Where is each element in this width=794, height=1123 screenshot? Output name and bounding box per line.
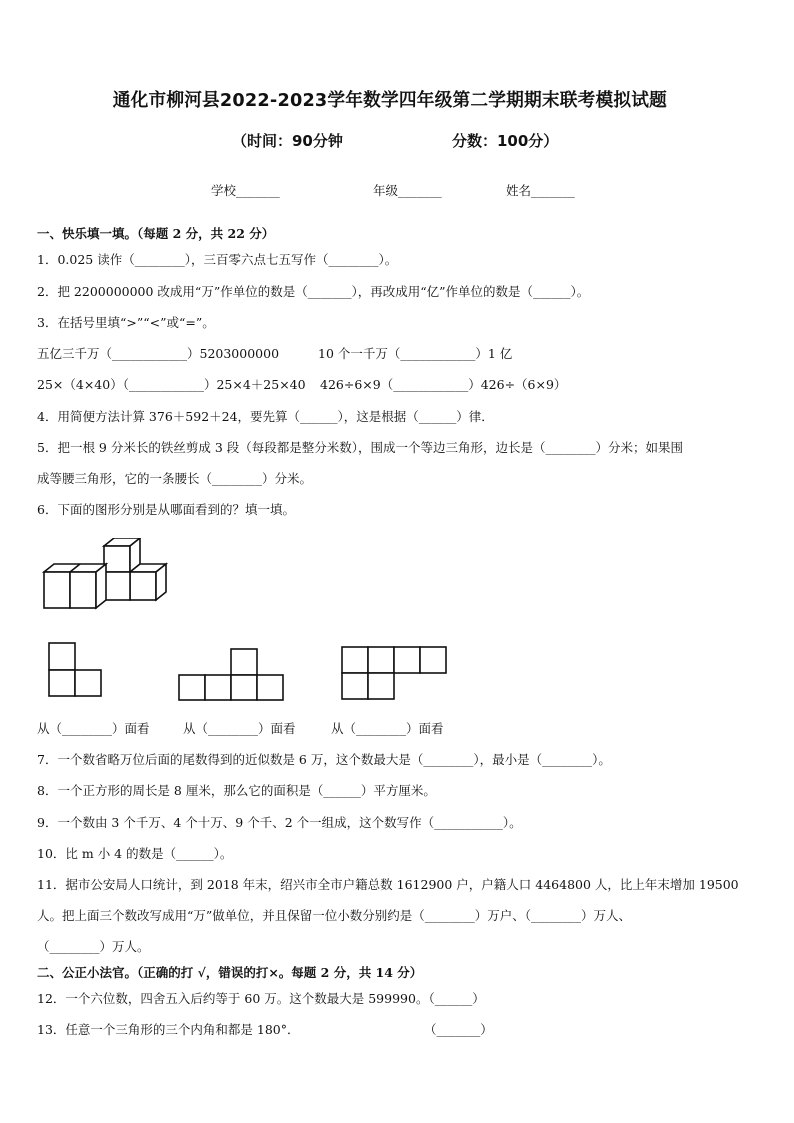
question-11-line-2: 人。把上面三个数改写成用“万”做单位，并且保留一位小数分别约是（________）万户、（________）万人、: [37, 908, 632, 923]
question-3: 3．在括号里填“>”“<”或“=”。: [37, 315, 215, 330]
question-2: 2．把 2200000000 改成用“万”作单位的数是（_______），再改成用“亿”作单位的数是（______）。: [37, 284, 590, 299]
view-cell: [49, 670, 75, 696]
view-cell: [179, 675, 205, 700]
cube-face: [130, 572, 156, 600]
view-cell: [205, 675, 231, 700]
school-field: 学校_______: [211, 183, 280, 198]
question-9: 9．一个数由 3 个千万、4 个十万、9 个千、2 个一组成，这个数写作（___________）。: [37, 815, 522, 830]
question-3-item-d: 426÷6×9（____________）426÷（6×9）: [320, 377, 567, 392]
cube-face: [104, 546, 130, 572]
view-cell: [394, 647, 420, 673]
question-3-item-c: 25×（4×40）（____________）25×4＋25×40: [37, 377, 306, 392]
view-label-3: 从（________）面看: [331, 721, 444, 736]
cube-face: [70, 572, 96, 608]
question-11-line-3: （________）万人。: [37, 939, 150, 954]
exam-score: 分数：100分）: [452, 132, 559, 150]
view-cell: [368, 647, 394, 673]
cube-stack-figure: [42, 538, 168, 612]
view-cell: [49, 643, 75, 670]
question-1: 1．0.025 读作（________），三百零六点七五写作（________）。: [37, 252, 398, 267]
view-cell: [342, 673, 368, 699]
view-cell: [231, 675, 257, 700]
question-6: 6．下面的图形分别是从哪面看到的？填一填。: [37, 502, 295, 517]
question-3-item-b: 10 个一千万（____________）1 亿: [318, 346, 513, 361]
view-cell: [342, 647, 368, 673]
question-12: 12．一个六位数，四舍五入后约等于 60 万。这个数最大是 599990。（______）: [37, 991, 485, 1006]
section2-heading: 二、公正小法官。（正确的打 √，错误的打×。每题 2 分，共 14 分）: [37, 965, 423, 980]
exam-title: 通化市柳河县2022-2023学年数学四年级第二学期期末联考模拟试题: [112, 90, 668, 111]
name-field: 姓名_______: [506, 183, 575, 198]
question-4: 4．用简便方法计算 376＋592＋24，要先算（______），这是根据（______）律．: [37, 409, 494, 424]
view-figure-1: [48, 642, 104, 698]
question-13-blank: （_______）: [424, 1022, 493, 1037]
view-figure-2: [178, 648, 286, 702]
view-figure-3: [341, 646, 449, 702]
cube-face: [104, 572, 130, 600]
exam-time: （时间：90分钟: [232, 132, 343, 150]
question-11-line-1: 11．据市公安局人口统计，到 2018 年末，绍兴市全市户籍总数 1612900 户，户籍人口 4464800 人，比上年末增加 19500: [37, 877, 739, 892]
grade-field: 年级_______: [373, 183, 442, 198]
question-10: 10．比 m 小 4 的数是（______）。: [37, 846, 233, 861]
view-cell: [368, 673, 394, 699]
section1-heading: 一、快乐填一填。（每题 2 分，共 22 分）: [37, 226, 275, 241]
question-5-line-2: 成等腰三角形，它的一条腰长（________）分米。: [37, 471, 313, 486]
view-label-2: 从（________）面看: [183, 721, 296, 736]
question-3-item-a: 五亿三千万（____________）5203000000: [37, 346, 280, 361]
view-cell: [231, 649, 257, 675]
question-7: 7．一个数省略万位后面的尾数得到的近似数是 6 万，这个数最大是（________），最小是（________）。: [37, 752, 611, 767]
view-cell: [75, 670, 101, 696]
view-label-1: 从（________）面看: [37, 721, 150, 736]
question-13: 13．任意一个三角形的三个内角和都是 180°．: [37, 1022, 300, 1037]
view-cell: [420, 647, 446, 673]
cube-face: [96, 564, 106, 608]
question-5-line-1: 5．把一根 9 分米长的铁丝剪成 3 段（每段都是整分米数），围成一个等边三角形，边长是（________）分米；如果围: [37, 440, 684, 455]
view-cell: [257, 675, 283, 700]
cube-face: [44, 572, 70, 608]
question-8: 8．一个正方形的周长是 8 厘米，那么它的面积是（______）平方厘米。: [37, 783, 436, 798]
